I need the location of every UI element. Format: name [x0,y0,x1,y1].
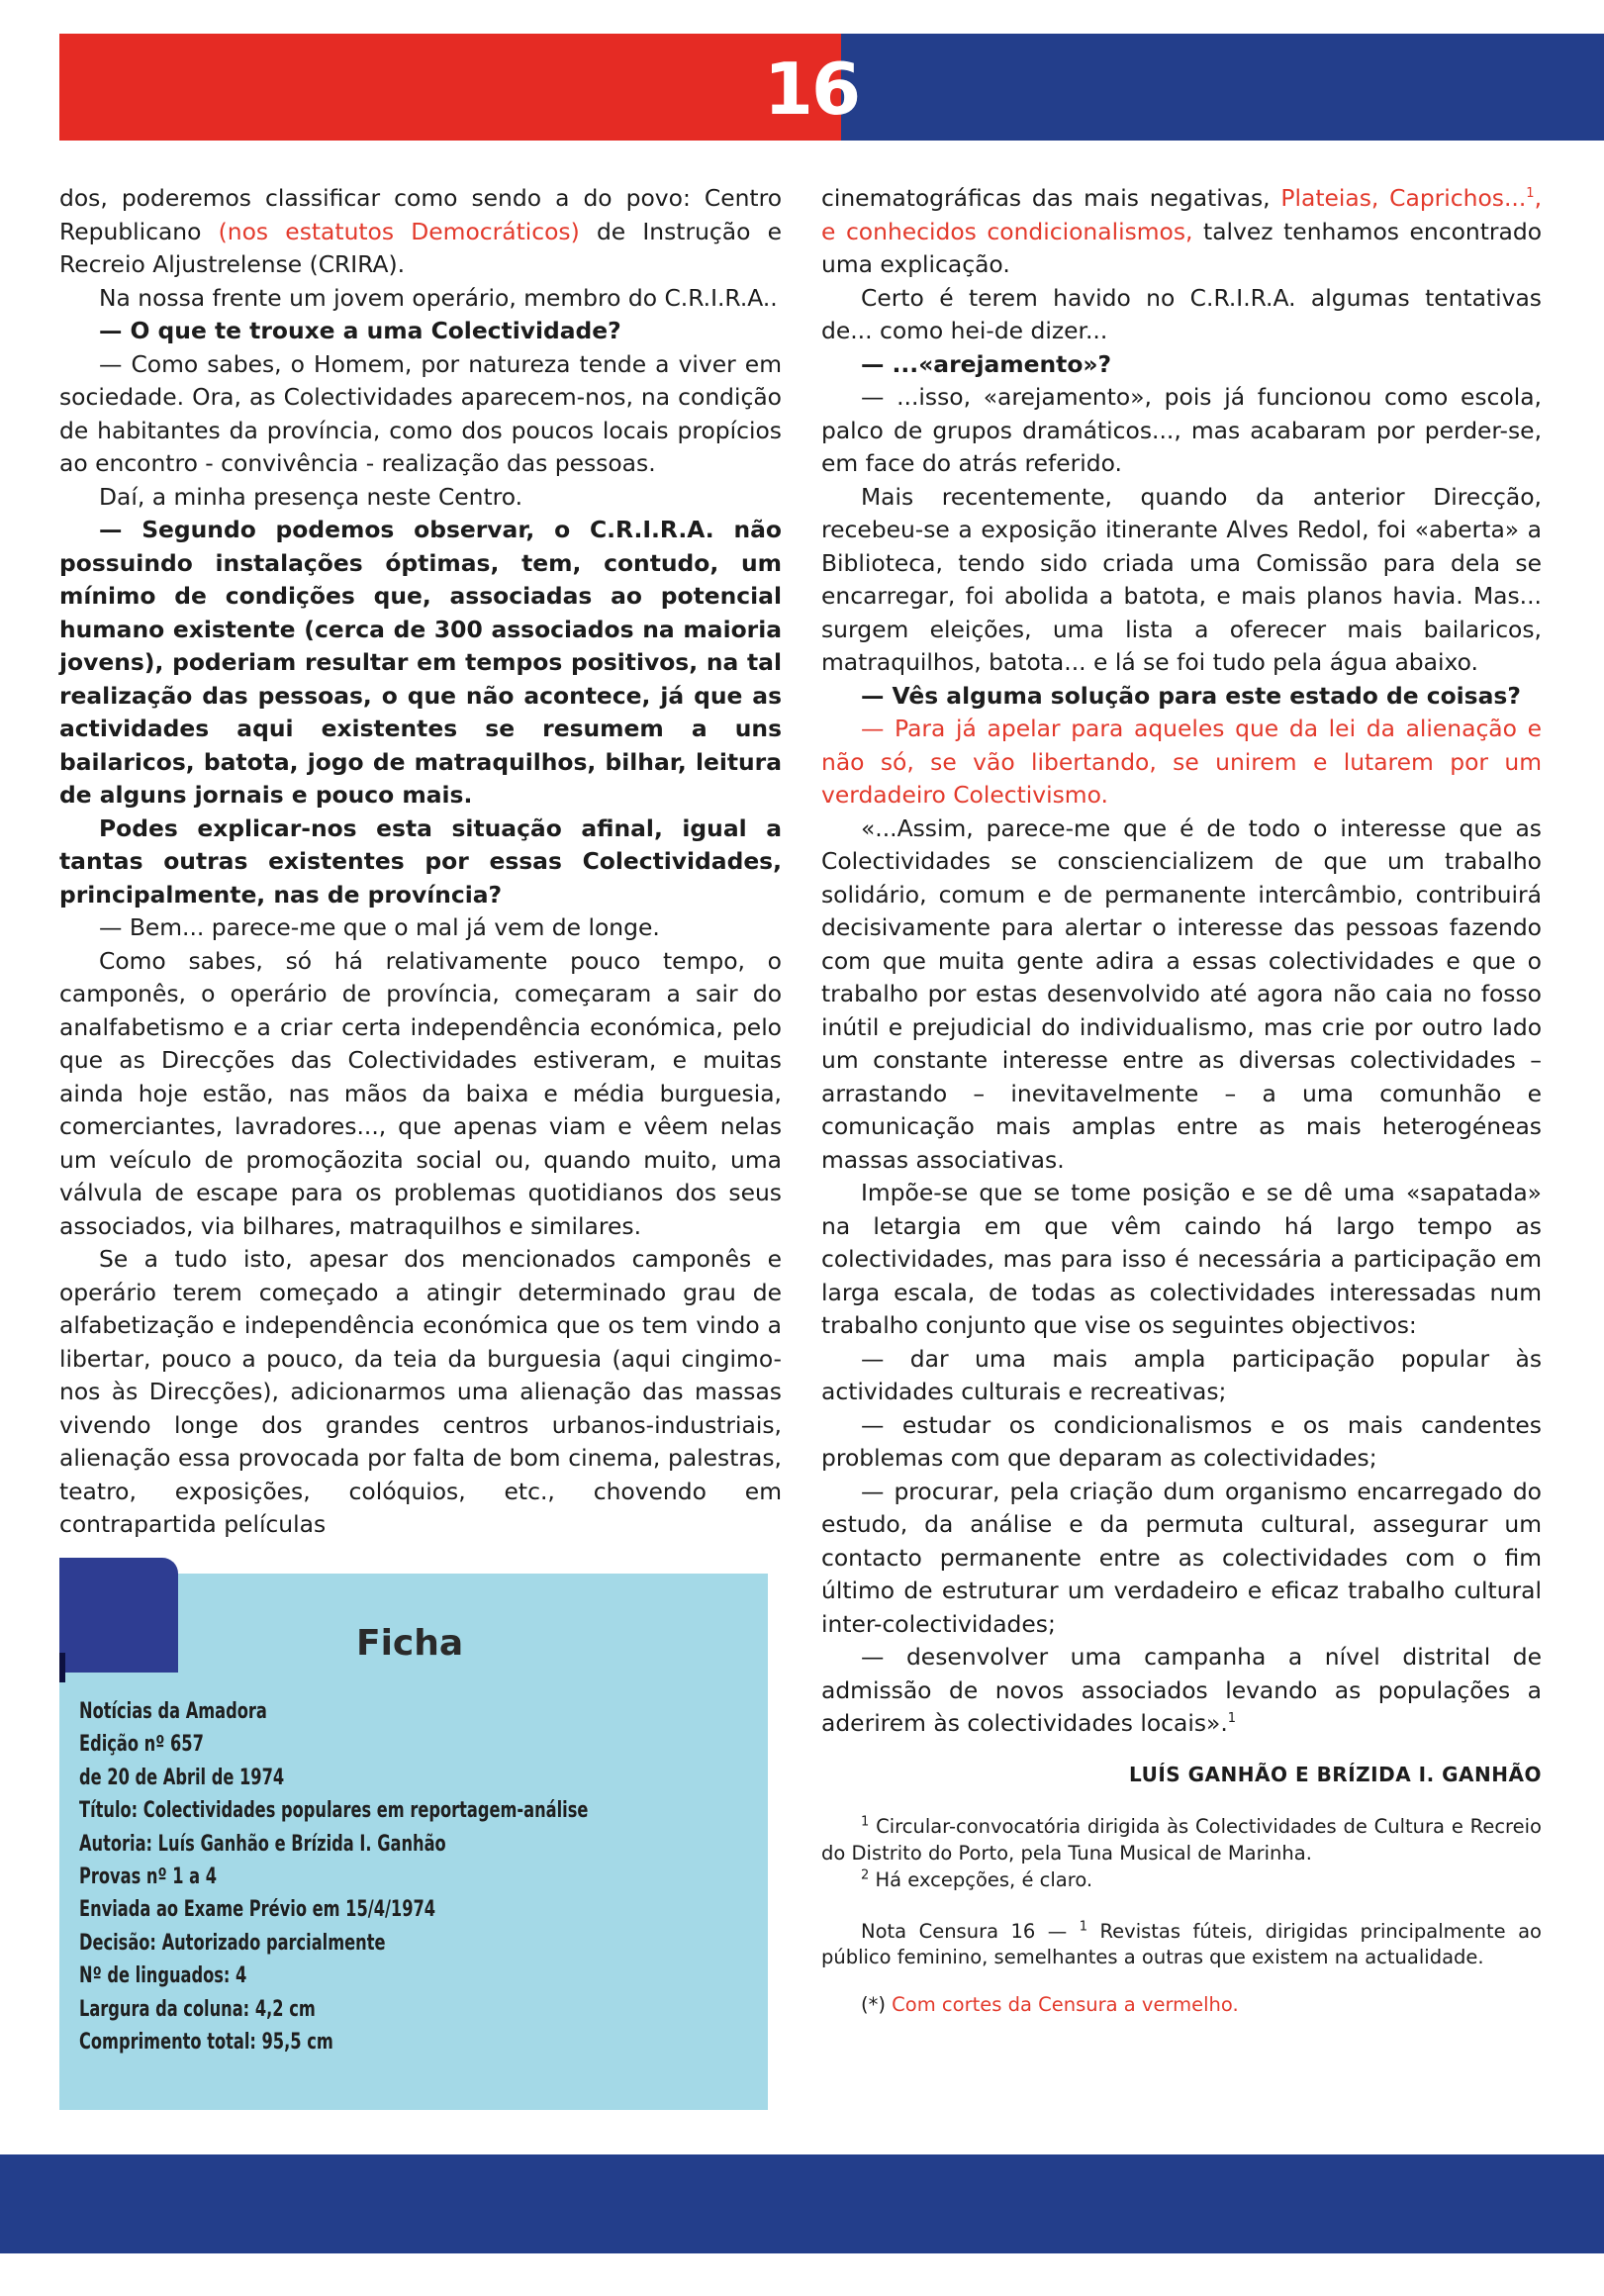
paragraph: Como sabes, só há relativamente pouco tempo, o camponês, o operário de província, começaram a sair do analfabetismo e a criar certa independência económica, pelo que as Direcções das Colectividades estiveram, e muitas ainda hoje estão, nas mãos da baixa e média burguesia, comerciantes, lavradores..., que apenas viam e vêem nelas um veículo de promoçãozita social ou, quando muito, uma válvula de escape para os problemas quotidianos dos seus associados, via bilhares, matraquilhos e similares. [59,946,782,1240]
ficha-title: Ficha [356,1623,464,1664]
interview-question: — O que te trouxe a uma Colectividade? [99,317,621,344]
ficha-line: Provas nº 1 a 4 [79,1865,218,1890]
ficha-line: Autoria: Luís Ganhão e Brízida I. Ganhão [79,1831,446,1857]
ficha-line: Largura da coluna: 4,2 cm [79,1996,316,2022]
header-blue-band [841,34,1604,141]
footnote-ref: 1 [1526,186,1535,202]
text-span: talvez tenhamos encontrado uma explicação. [821,217,1543,278]
censorship-legend [821,1992,1542,2018]
objective-item: — dar uma mais ampla participação popular às actividades culturais e recreativas; [821,1344,1542,1405]
paragraph: Mais recentemente, quando da anterior Direcção, recebeu-se a exposição itinerante Alves Redol, foi «aberta» a Biblioteca, tendo sido criada uma Comissão para dela se encarregar, foi abolida a batota, e mais planos havia. Mas... surgem eleições, uma lista a oferecer mais bailaricos, matraquilhos, batota... e lá se foi tudo pela água abaixo. [821,482,1542,676]
interview-question: — Segundo podemos observar, o C.R.I.R.A. não possuindo instalações óptimas, tem, contudo, um mínimo de condições que, associadas ao potencial humano existente (cerca de 300 associados na maioria jovens), poderiam resultar em tempos positivos, na tal realização das pessoas, o que não acontece, já que as actividades aqui existentes se resumem a uns bailaricos, batota, jogo de matraquilhos, bilhar, leitura de alguns jornais e pouco mais. [59,516,782,809]
ficha-tab-cut [59,1673,178,1692]
objective-item: — estudar os condicionalismos e os mais candentes problemas com que deparam as colectividades; [821,1410,1542,1472]
page-number: 16 [763,48,860,131]
interview-answer: — Como sabes, o Homem, por natureza tende a viver em sociedade. Ora, as Colectividades aparecem-nos, na condição de habitantes da província, como dos poucos locais propícios ao encontro - convivência - realização das pessoas. [59,349,782,477]
text-span: cinematográficas das mais negativas, [821,184,1281,212]
paragraph: Na nossa frente um jovem operário, membro do C.R.I.R.A.. [99,283,778,312]
ficha-tab-shadow [59,1653,65,1682]
footnote-number: 1 [1079,1919,1088,1935]
right-column [821,182,1542,2018]
interview-question: Podes explicar-nos esta situação afinal, igual a tantas outras existentes por essas Colectividades, principalmente, nas de província? [59,813,782,909]
footnote-2 [821,1866,1542,1893]
ficha-line: de 20 de Abril de 1974 [79,1765,285,1790]
censored-text: Plateias, Caprichos... [1280,184,1527,212]
objective-item [821,1641,1542,1741]
interview-question: — ...«arejamento»? [861,349,1112,378]
paragraph [821,182,1542,282]
ficha-details [79,1695,614,2058]
footnote-text: Há excepções, é claro. [869,1868,1093,1891]
interview-answer: — ...isso, «arejamento», pois já funcionou como escola, palco de grupos dramáticos..., mas acabaram por perder-se, em face do atrás referido. [821,383,1542,477]
footnote-number: 2 [861,1867,870,1883]
censored-text: Com cortes da Censura a vermelho. [892,1993,1239,2016]
censorship-note-text: Revistas fúteis, dirigidas principalmente ao público feminino, semelhantes a outras que existem na actualidade. [821,1920,1542,1968]
interview-answer: — Bem... parece-me que o mal já vem de longe. [99,913,660,941]
footnote-1 [821,1813,1542,1866]
censorship-note-label: Nota Censura 16 — [861,1920,1080,1943]
paragraph: «...Assim, parece-me que é de todo o interesse que as Colectividades se consciencializem de que um trabalho solidário, comum e de permanente intercâmbio, contribuirá decisivamente para alertar o interesse das pessoas fazendo com que muita gente adira a essas colectividades e que o trabalho por estas desenvolvido até agora não caia no fosso inútil e prejudicial do individualismo, mas crie por outro lado um constante interesse entre as diversas colectividades – arrastando – inevitavelmente – a uma comunhão e comunicação mais amplas entre as mais heterogéneas massas associativas. [821,813,1542,1174]
author-signature: LUÍS GANHÃO E BRÍZIDA I. GANHÃO [1129,1762,1542,1786]
header-red-band [59,34,841,141]
censorship-note [821,1919,1542,1970]
footnote-number: 1 [861,1814,870,1830]
ficha-line: Notícias da Amadora [79,1699,267,1724]
interview-question: — Vês alguma solução para este estado de coisas? [861,681,1521,710]
footnote-ref: 1 [1227,1711,1237,1727]
ficha-line: Decisão: Autorizado parcialmente [79,1930,386,1956]
footnote-text: Circular-convocatória dirigida às Colectividades de Cultura e Recreio do Distrito do Porto, pela Tuna Musical de Marinha. [821,1815,1542,1865]
ficha-line: Edição nº 657 [79,1732,204,1758]
paragraph: Se a tudo isto, apesar dos mencionados camponês e operário terem começado a atingir determinado grau de alfabetização e independência económica que os tem vindo a libertar, pouco a pouco, da teia da burguesia (aqui cingimo-nos às Direcções), adicionarmos uma alienação das massas vivendo longe dos grandes centros urbanos-industriais, alienação essa provocada por falta de bom cinema, palestras, teatro, exposições, colóquios, etc., chovendo em contrapartida películas [59,1245,782,1538]
text-span: (*) [861,1993,893,2016]
paragraph-intro [59,182,782,282]
censored-text: , e conhecidos condicionalismos, [821,184,1542,245]
ficha-line: Nº de linguados: 4 [79,1963,247,1989]
footer-blue-band [0,2154,1604,2253]
censored-answer: — Para já apelar para aqueles que da lei da alienação e não só, se vão libertando, se unirem e lutarem por um verdadeiro Colectivismo. [821,715,1542,809]
text-span: — desenvolver uma campanha a nível distrital de admissão de novos associados levando as populações a aderirem às colectividades locais». [821,1643,1542,1737]
objective-item: — procurar, pela criação dum organismo encarregado do estudo, da análise e da permuta cultural, assegurar um contacto permanente entre as colectividades com o fim último de estruturar um verdadeiro e eficaz trabalho cultural inter-colectividades; [821,1477,1542,1638]
footnotes [821,1813,1542,1893]
ficha-line: Comprimento total: 95,5 cm [79,2030,333,2056]
ficha-line: Enviada ao Exame Prévio em 15/4/1974 [79,1897,436,1923]
paragraph: Certo é terem havido no C.R.I.R.A. algumas tentativas de... como hei-de dizer... [821,283,1542,344]
paragraph: Impõe-se que se tome posição e se dê uma «sapatada» na letargia em que vêm caindo há largo tempo as colectividades, mas para isso é necessária a participação em larga escala, de todas as colectividades interessadas num trabalho conjunto que vise os seguintes objectivos: [821,1179,1542,1339]
ficha-line: Título: Colectividades populares em reportagem-análise [79,1798,589,1824]
text-span: dos, poderemos classificar como sendo a do povo: Centro Republicano [59,184,782,245]
censored-text: (nos estatutos Democráticos) [218,217,580,245]
left-column [59,182,782,1542]
ficha-tab-decoration [59,1558,178,1676]
paragraph: Daí, a minha presença neste Centro. [99,482,523,511]
text-span: de Instrução e Recreio Aljustrelense (CRIRA). [59,217,783,278]
